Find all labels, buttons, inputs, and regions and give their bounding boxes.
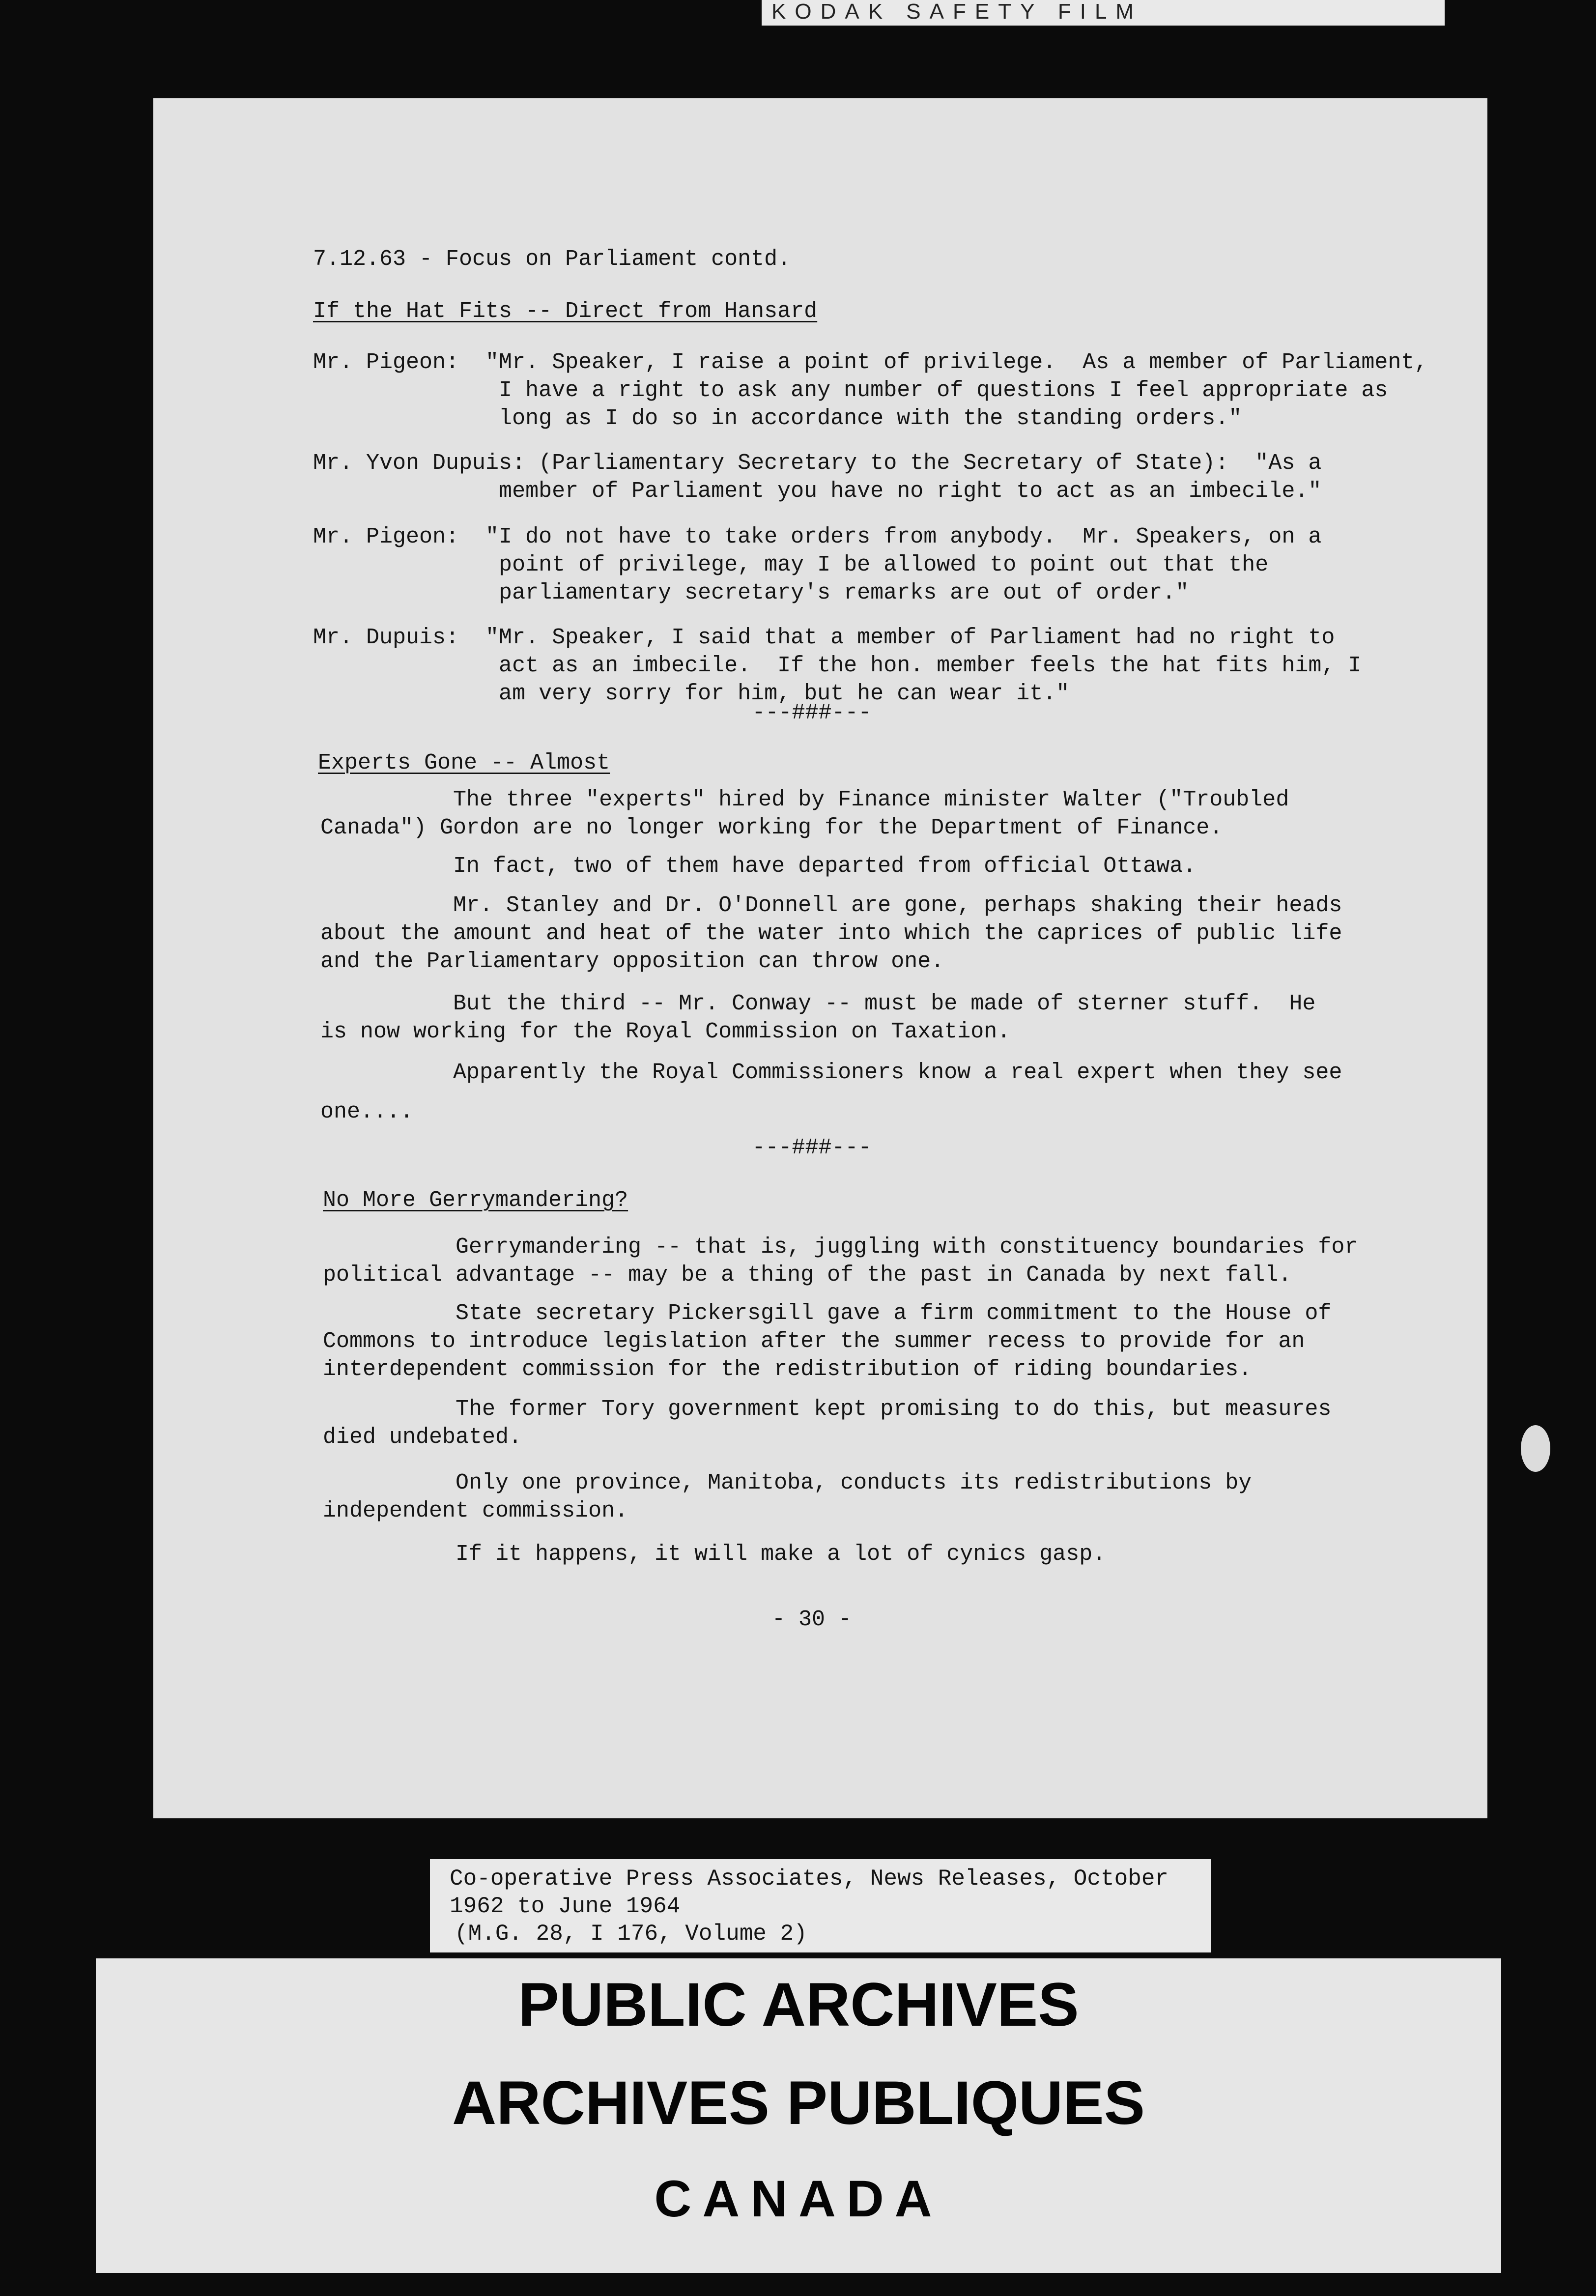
text-line: The former Tory government kept promising to do this, but measures [323,1397,1332,1422]
source-label-line-2: 1962 to June 1964 [450,1894,681,1919]
page-number: - 30 - [771,1607,852,1632]
text-line: The three "experts" hired by Finance minister Walter ("Troubled [320,787,1289,812]
text-line: Mr. Yvon Dupuis: (Parliamentary Secretary to the Secretary of State): "As a [313,451,1322,476]
section-title-experts-gone: Experts Gone -- Almost [318,750,610,775]
text-line: Canada") Gordon are no longer working for the Department of Finance. [320,815,1223,840]
banner-archives-publiques: ARCHIVES PUBLIQUES [452,2069,1145,2137]
text-line: If it happens, it will make a lot of cynics gasp. [323,1542,1106,1567]
text-line: one.... [320,1099,414,1124]
text-line: interdependent commission for the redistribution of riding boundaries. [323,1357,1252,1382]
document-page [153,98,1487,1818]
source-label-line-1: Co-operative Press Associates, News Releases, October [450,1866,1169,1892]
text-line: State secretary Pickersgill gave a firm commitment to the House of [323,1301,1332,1326]
text-line: Gerrymandering -- that is, juggling with constituency boundaries for [323,1234,1358,1260]
text-line: Only one province, Manitoba, conducts its redistributions by [323,1470,1252,1495]
text-line: about the amount and heat of the water into which the caprices of public life [320,921,1342,946]
text-line: died undebated. [323,1425,522,1450]
archives-banner [96,1958,1501,2273]
text-line: Apparently the Royal Commissioners know a real expert when they see [320,1060,1342,1085]
text-line: independent commission. [323,1498,628,1523]
text-line: But the third -- Mr. Conway -- must be made of sterner stuff. He [320,991,1316,1016]
text-line: Mr. Stanley and Dr. O'Donnell are gone, perhaps shaking their heads [320,893,1342,918]
text-line: In fact, two of them have departed from official Ottawa. [320,854,1197,879]
text-line: parliamentary secretary's remarks are out of order." [313,580,1189,605]
text-line: political advantage -- may be a thing of the past in Canada by next fall. [323,1263,1292,1288]
film-speck [1521,1425,1550,1472]
banner-canada: CANADA [654,2170,943,2228]
document-header: 7.12.63 - Focus on Parliament contd. [313,247,791,272]
banner-public-archives: PUBLIC ARCHIVES [518,1971,1079,2039]
text-line: Mr. Pigeon: "I do not have to take orders from anybody. Mr. Speakers, on a [313,524,1322,549]
film-edge-strip: KODAK SAFETY FILM [762,0,1445,26]
text-line: Commons to introduce legislation after the summer recess to provide for an [323,1329,1305,1354]
separator-1: ---###--- [752,700,872,725]
text-line: and the Parliamentary opposition can throw one. [320,949,944,974]
text-line: Mr. Dupuis: "Mr. Speaker, I said that a member of Parliament had no right to [313,625,1335,650]
text-line: point of privilege, may I be allowed to point out that the [313,552,1269,577]
text-line: I have a right to ask any number of questions I feel appropriate as [313,378,1388,403]
text-line: member of Parliament you have no right to act as an imbecile." [313,479,1322,504]
text-line: act as an imbecile. If the hon. member feels the hat fits him, I [313,653,1362,678]
separator-2: ---###--- [752,1135,872,1160]
source-label [430,1859,1211,1952]
text-line: am very sorry for him, but he can wear it." [313,681,1070,706]
source-label-line-3: (M.G. 28, I 176, Volume 2) [455,1921,807,1947]
text-line: is now working for the Royal Commission on Taxation. [320,1019,1011,1044]
text-line: long as I do so in accordance with the standing orders." [313,406,1242,431]
section-title-hat-fits: If the Hat Fits -- Direct from Hansard [313,299,818,324]
text-line: Mr. Pigeon: "Mr. Speaker, I raise a point of privilege. As a member of Parliament, [313,350,1428,375]
section-title-gerrymandering: No More Gerrymandering? [323,1188,628,1213]
